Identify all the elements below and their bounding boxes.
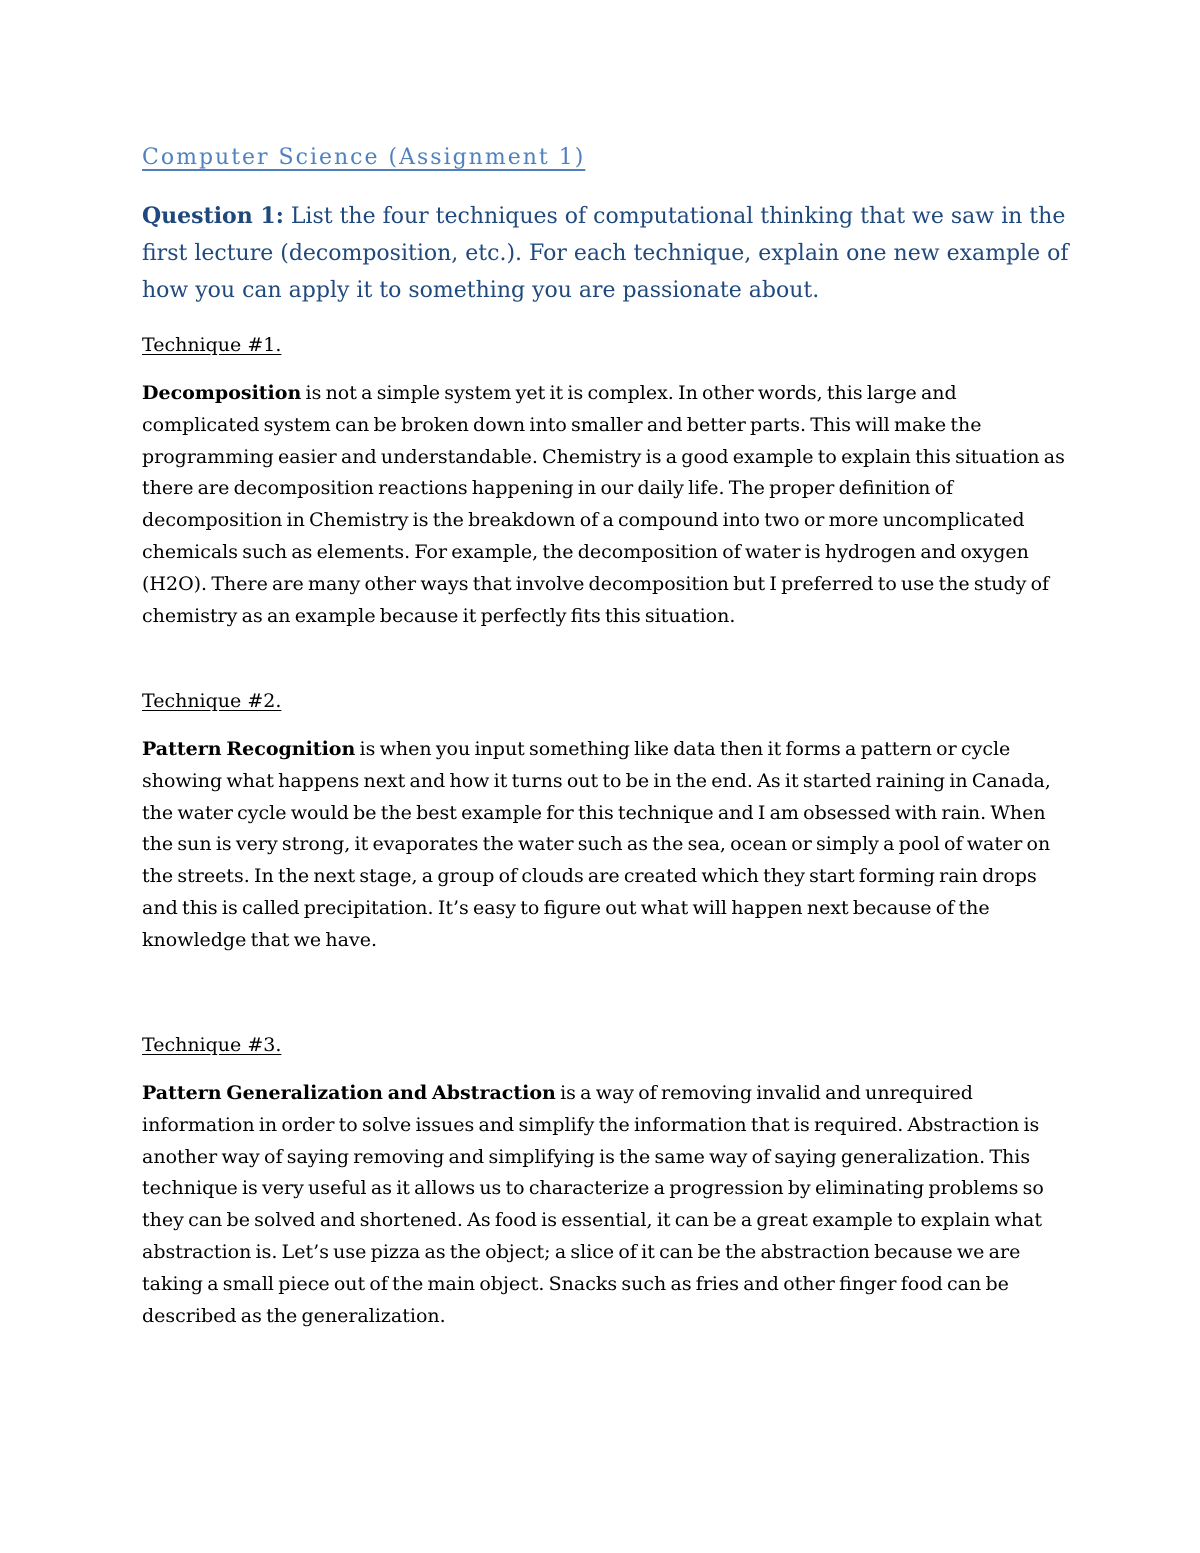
technique-1-heading: Technique #1.	[142, 334, 282, 356]
question-text: List the four techniques of computational thinking that we saw in the first lecture (decomposition, etc.). For each technique, explain one new example of how you can apply it to something you are passionate about.	[142, 204, 1069, 303]
technique-3-section	[142, 1030, 1072, 1332]
technique-1-term: Decomposition	[142, 382, 302, 404]
technique-1-body: is not a simple system yet it is complex. In other words, this large and complicated system can be broken down into smaller and better parts. This will make the programming easier and understandable. Chemistry is a good example to explain this situation as there are decomposition reactions happening in our daily life. The proper definition of decomposition in Chemistry is the breakdown of a compound into two or more uncomplicated chemicals such as elements. For example, the decomposition of water is hydrogen and oxygen (H2O). There are many other ways that involve decomposition but I preferred to use the study of chemistry as an example because it perfectly fits this situation.	[142, 382, 1065, 627]
technique-2-body: is when you input something like data then it forms a pattern or cycle showing what happens next and how it turns out to be in the end. As it started raining in Canada, the water cycle would be the best example for this technique and I am obsessed with rain. When the sun is very strong, it evaporates the water such as the sea, ocean or simply a pool of water on the streets. In the next stage, a group of clouds are created which they start forming rain drops and this is called precipitation. It’s easy to figure out what will happen next because of the knowledge that we have.	[142, 738, 1051, 951]
technique-1-paragraph	[142, 378, 1072, 632]
technique-2-heading: Technique #2.	[142, 690, 282, 712]
technique-3-paragraph	[142, 1078, 1072, 1332]
question-1	[142, 198, 1072, 309]
technique-2-paragraph	[142, 734, 1072, 957]
technique-2-term: Pattern Recognition	[142, 738, 356, 760]
technique-3-term: Pattern Generalization and Abstraction	[142, 1082, 556, 1104]
question-label: Question 1:	[142, 203, 284, 229]
document-title: Computer Science (Assignment 1)	[142, 145, 586, 170]
technique-2-section	[142, 686, 1072, 957]
technique-3-body: is a way of removing invalid and unrequired information in order to solve issues and simplify the information that is required. Abstraction is another way of saying removing and simplifying is the same way of saying generalization. This technique is very useful as it allows us to characterize a progression by eliminating problems so they can be solved and shortened. As food is essential, it can be a great example to explain what abstraction is. Let’s use pizza as the object; a slice of it can be the abstraction because we are taking a small piece out of the main object. Snacks such as fries and other finger food can be described as the generalization.	[142, 1082, 1044, 1327]
technique-3-heading: Technique #3.	[142, 1034, 282, 1056]
technique-1-section	[142, 330, 1072, 632]
